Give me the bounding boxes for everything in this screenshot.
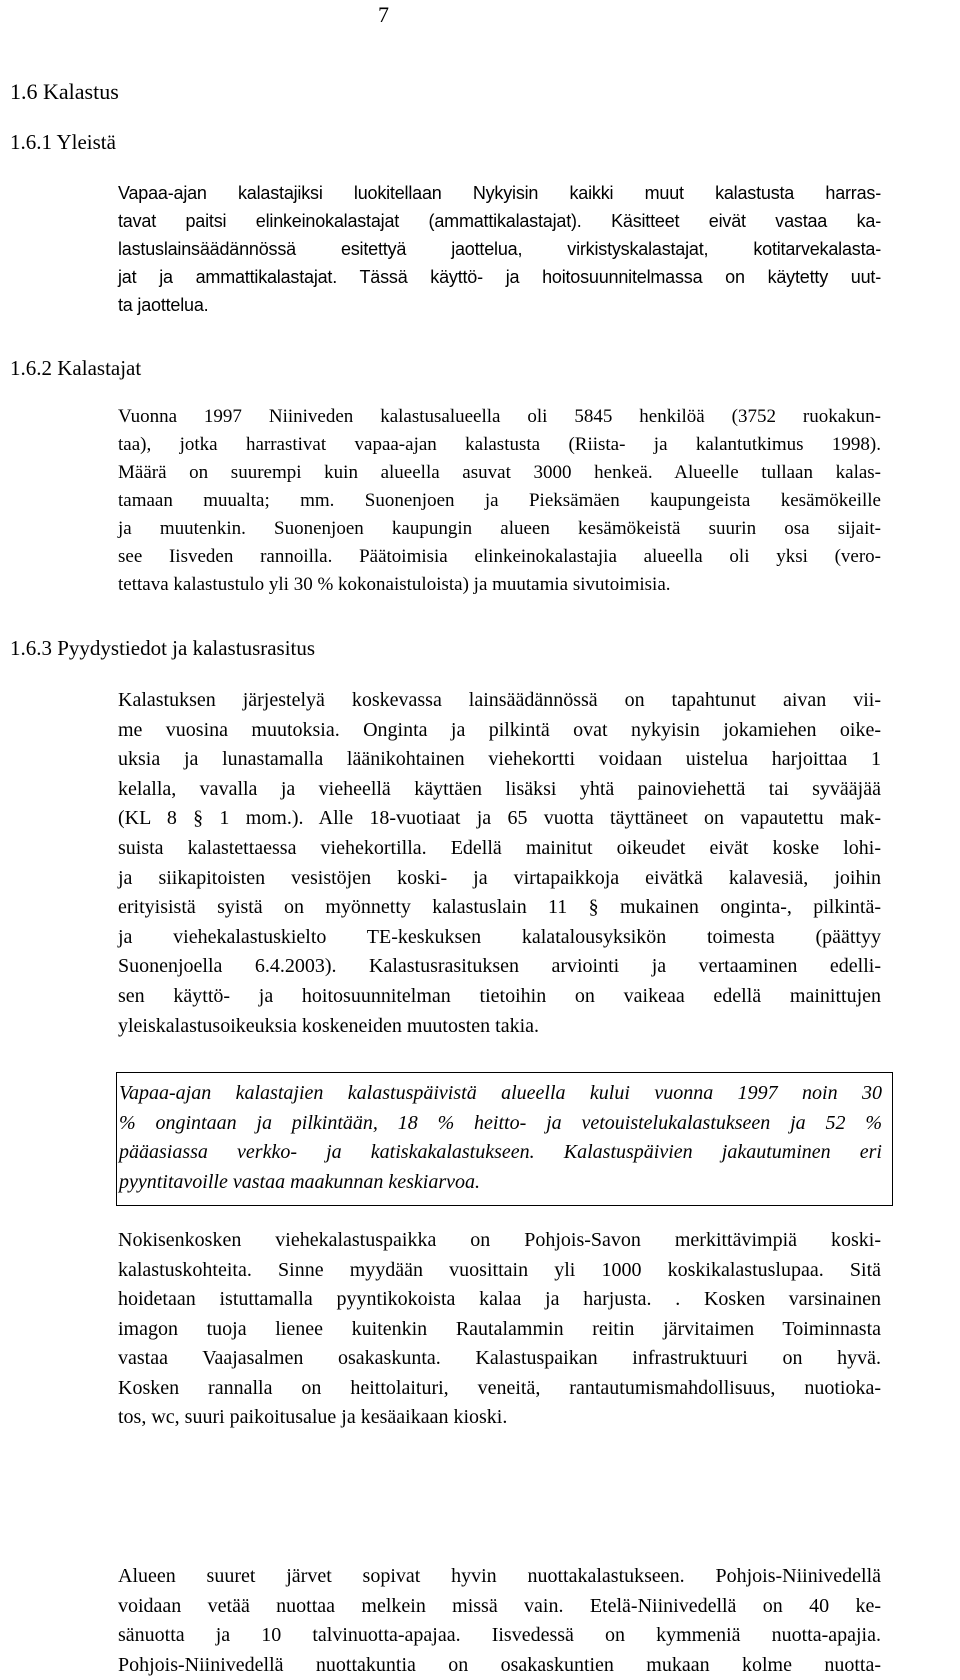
text-line: vastaa Vaajasalmen osakaskunta. Kalastuspaikan infrastruktuuri on hyvä. [118,1347,881,1369]
section-heading: 1.6 Kalastus [10,79,119,104]
text-line: ja viehekalastuskielto TE-keskuksen kalatalousyksikön toimesta (päättyy [118,925,881,948]
text-line: pääasiassa verkko- ja katiskakalastukseen. Kalastuspäivien jakautuminen eri [119,1141,882,1163]
text-line: imagon tuoja lienee kuitenkin Rautalammin reitin järvitaimen Toiminnasta [118,1317,881,1340]
text-line: Kosken rannalla on heittolaituri, veneitä, rantautumismahdollisuus, nuotioka- [118,1376,881,1399]
subsection-heading-pyydystiedot: 1.6.3 Pyydystiedot ja kalastusrasitus [10,636,316,660]
paragraph-yleista [118,179,881,319]
paragraph-nuottakalastus [118,1562,881,1680]
text-line: kelalla, vavalla ja vieheellä käyttäen lisäksi yhtä painoviehettä tai syvääjää [118,777,881,800]
text-line: sänuotta ja 10 talvinuotta-apajaa. Iisvedessä on kymmeniä nuotta-apajia. [118,1624,881,1646]
text-line: Vapaa-ajan kalastajiksi luokitellaan Nykyisin kaikki muut kalastusta harras- [118,183,881,203]
text-line: tos, wc, suuri paikoitusalue ja kesäaikaan kioski. [118,1406,508,1428]
text-line: hoidetaan istuttamalla pyyntikokoista kalaa ja harjusta. . Kosken varsinainen [118,1288,881,1310]
text-line: ta jaottelua. [118,295,209,315]
text-line: me vuosina muutoksia. Onginta ja pilkintä ovat nykyisin jokamiehen oike- [118,718,881,741]
text-line: Nokisenkosken viehekalastuspaikka on Pohjois-Savon merkittävimpiä koski- [118,1229,881,1251]
text-line: ja muutenkin. Suonenjoen kaupungin alueen kesämökeistä suurin osa sijait- [118,518,881,539]
page-number: 7 [378,2,389,27]
text-line: taa), jotka harrastivat vapaa-ajan kalastusta (Riista- ja kalantutkimus 1998). [118,434,881,455]
text-line: lastuslainsäädännössä esitettyä jaottelua, virkistyskalastajat, kotitarvekalasta- [118,239,881,259]
paragraph-nokisenkoski [118,1226,881,1433]
text-line: Määrä on suurempi kuin alueella asuvat 3000 henkeä. Alueelle tullaan kalas- [118,462,881,483]
text-line: Pohjois-Niinivedellä nuottakuntia on osakaskuntien mukaan kolme nuotta- [118,1653,881,1676]
text-line: pyyntitavoille vastaa maakunnan keskiarvoa. [119,1170,481,1193]
paragraph-pyydystiedot [118,686,881,1041]
text-line: % ongintaan ja pilkintään, 18 % heitto- ja vetouistelukalastukseen ja 52 % [119,1111,882,1134]
subsection-heading-kalastajat: 1.6.2 Kalastajat [10,356,142,380]
text-line: tamaan muualta; mm. Suonenjoen ja Pieksämäen kaupungeista kesämökeille [118,490,881,511]
text-line: Kalastuksen järjestelyä koskevassa lainsäädännössä on tapahtunut aivan vii- [118,689,881,711]
subsection-heading-yleista: 1.6.1 Yleistä [10,130,116,154]
text-line: (KL 8 § 1 mom.). Alle 18-vuotiaat ja 65 vuotta täyttäneet on vapautettu mak- [118,807,881,830]
text-line: tettava kalastustulo yli 30 % kokonaistuloista) ja muutamia sivutoimisia. [118,574,671,595]
text-line: tavat paitsi elinkeinokalastajat (ammattikalastajat). Käsitteet eivät vastaa ka- [118,211,881,231]
highlight-box [116,1072,893,1206]
paragraph-kalastajat [118,403,881,599]
text-line: Alueen suuret järvet sopivat hyvin nuottakalastukseen. Pohjois-Niinivedellä [118,1565,881,1587]
text-line: Vapaa-ajan kalastajien kalastuspäivistä alueella kului vuonna 1997 noin 30 [119,1082,882,1104]
text-line: suista kalastettaessa viehekortilla. Edellä mainitut oikeudet eivät koske lohi- [118,836,881,859]
text-line: ja siikapitoisten vesistöjen koski- ja virtapaikkoja eivätkä kalavesiä, joihin [118,866,881,889]
text-line: sen käyttö- ja hoitosuunnitelman tietoihin on vaikeaa edellä mainittujen [118,984,881,1007]
text-line: voidaan vetää nuottaa melkein missä vain. Etelä-Niinivedellä on 40 ke- [118,1594,881,1617]
text-line: Vuonna 1997 Niiniveden kalastusalueella oli 5845 henkilöä (3752 ruokakun- [118,406,881,427]
text-line: yleiskalastusoikeuksia koskeneiden muutosten takia. [118,1014,540,1037]
text-line: see Iisveden rannoilla. Päätoimisia elinkeinokalastajia alueella oli yksi (vero- [118,546,881,567]
text-line: Suonenjoella 6.4.2003). Kalastusrasituksen arviointi ja vertaaminen edelli- [118,955,881,978]
text-line: uksia ja lunastamalla läänikohtainen viehekortti voidaan uistelua harjoittaa 1 [118,748,881,771]
text-line: jat ja ammattikalastajat. Tässä käyttö- ja hoitosuunnitelmassa on käytetty uut- [118,267,881,287]
text-line: erityisistä syistä on myönnetty kalastuslain 11 § mukainen onginta-, pilkintä- [118,896,881,919]
text-line: kalastuskohteita. Sinne myydään vuosittain yli 1000 koskikalastuslupaa. Sitä [118,1258,881,1281]
